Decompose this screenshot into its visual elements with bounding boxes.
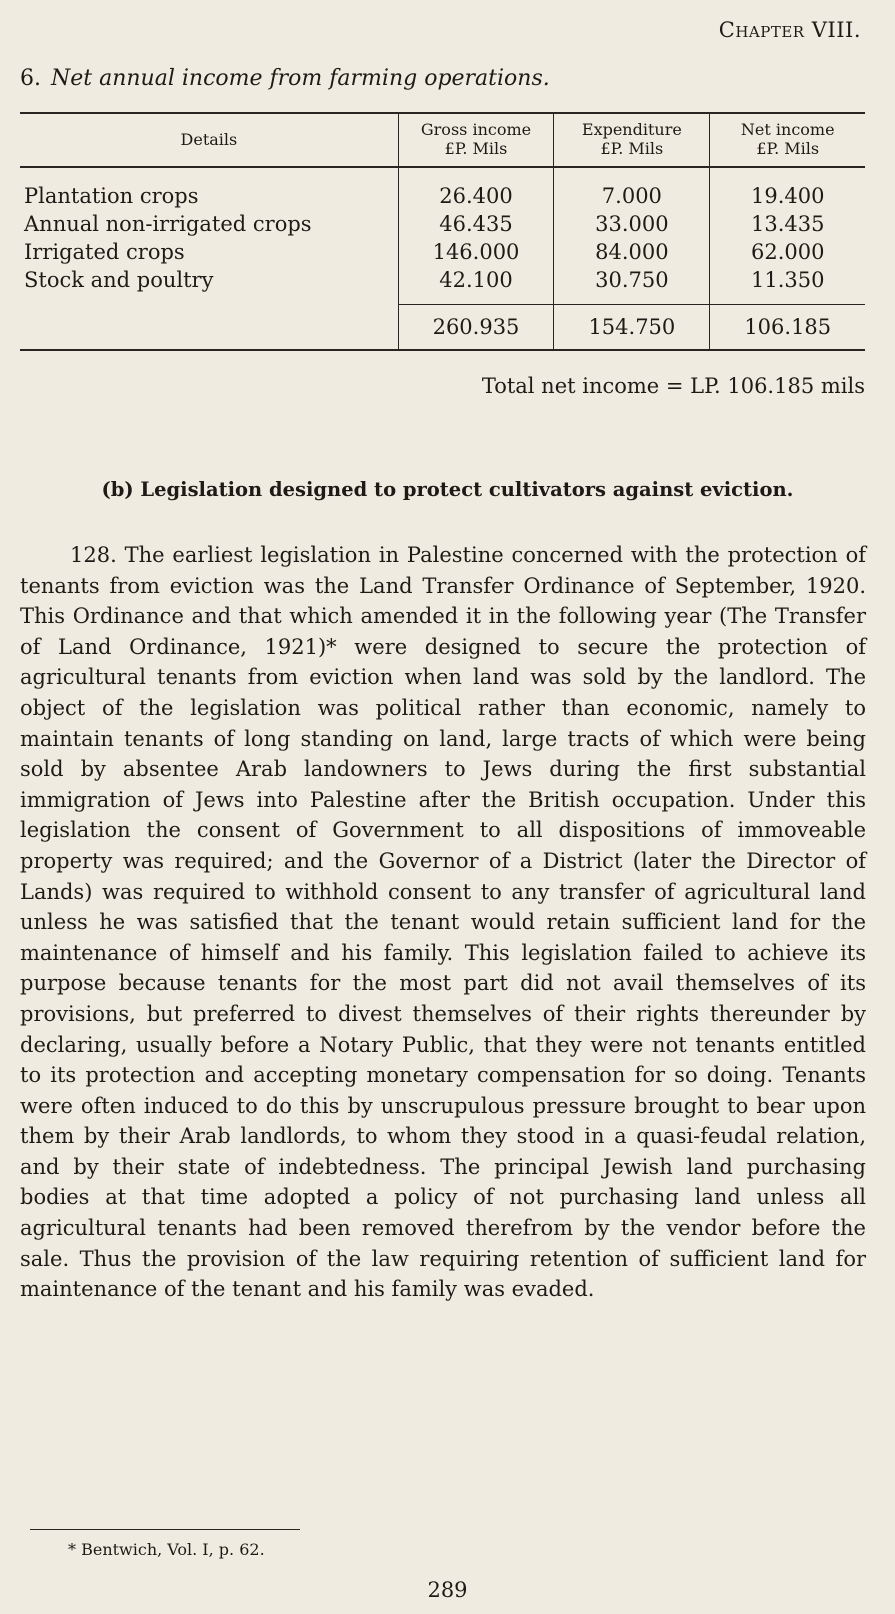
row-expenditure: 7.000 (554, 167, 710, 210)
total-gross: 260.935 (398, 305, 554, 351)
subheading: (b) Legislation designed to protect cultivators against eviction. (101, 478, 794, 501)
row-expenditure: 33.000 (554, 210, 710, 238)
header-gross-income (398, 113, 554, 167)
table-row (20, 266, 865, 294)
row-details: Stock and poultry (24, 268, 214, 292)
row-net: 13.435 (710, 210, 865, 238)
row-net: 19.400 (710, 167, 865, 210)
row-gross: 146.000 (398, 238, 554, 266)
row-gross: 42.100 (398, 266, 554, 294)
header-expenditure (554, 113, 710, 167)
table-row (20, 167, 865, 210)
row-gross: 46.435 (398, 210, 554, 238)
header-net-income (710, 113, 865, 167)
row-net: 62.000 (710, 238, 865, 266)
row-details: Plantation crops (24, 184, 199, 208)
page-number: 289 (427, 1578, 468, 1602)
total-expenditure: 154.750 (554, 305, 710, 351)
footnote: * Bentwich, Vol. I, p. 62. (68, 1540, 265, 1559)
table-spacer-row (20, 294, 865, 305)
chapter-header: Chapter VIII. (718, 18, 861, 42)
header-details: Details (20, 113, 398, 167)
row-net: 11.350 (710, 266, 865, 294)
footnote-divider (30, 1529, 300, 1530)
section-number: 6. (20, 66, 41, 91)
header-gross-label: Gross income (420, 120, 532, 139)
section-title: Net annual income from farming operations. (51, 66, 550, 91)
total-blank-cell (20, 305, 398, 351)
row-expenditure: 30.750 (554, 266, 710, 294)
income-table (20, 112, 865, 351)
table-row (20, 210, 865, 238)
header-gross-unit: £P. Mils (444, 139, 508, 158)
table-total-row (20, 305, 865, 351)
header-expenditure-unit: £P. Mils (600, 139, 664, 158)
row-details: Annual non-irrigated crops (24, 212, 312, 236)
header-net-label: Net income (740, 120, 835, 139)
table-header-row (20, 113, 865, 167)
total-net: 106.185 (710, 305, 865, 351)
total-net-income: Total net income = LP. 106.185 mils (481, 374, 865, 398)
header-net-unit: £P. Mils (756, 139, 820, 158)
header-expenditure-label: Expenditure (581, 120, 682, 139)
section-heading (20, 66, 550, 91)
row-gross: 26.400 (398, 167, 554, 210)
table-row (20, 238, 865, 266)
row-expenditure: 84.000 (554, 238, 710, 266)
row-details: Irrigated crops (24, 240, 185, 264)
paragraph-128: 128. The earliest legislation in Palestine concerned with the protection of tenants from eviction was the Land Transfer Ordinance of September, 1920. This Ordinance and that which amended it in the following year (The Transfer of Land Ordinance, 1921)* were designed to secure the protection of agricultural tenants from eviction when land was sold by the landlord. The object of the legislation was political rather than economic, namely to maintain tenants of long standing on land, large tracts of which were being sold by absentee Arab landowners to Jews during the first substantial immigration of Jews into Palestine after the British occupation. Under this legislation the consent of Government to all dispositions of immoveable property was required; and the Governor of a District (later the Director of Lands) was required to withhold consent to any transfer of agricultural land unless he was satisfied that the tenant would retain sufficient land for the maintenance of himself and his family. This legislation failed to achieve its purpose because tenants for the most part did not avail themselves of its provisions, but preferred to divest themselves of their rights thereunder by declaring, usually before a Notary Public, that they were not tenants entitled to its protection and accepting monetary compensation for so doing. Tenants were often induced to do this by unscrupulous pressure brought to bear upon them by their Arab landlords, to whom they stood in a quasi-feudal relation, and by their state of indebtedness. The principal Jewish land purchasing bodies at that time adopted a policy of not purchasing land unless all agricultural tenants had been removed therefrom by the vendor before the sale. Thus the provision of the law requiring retention of sufficient land for maintenance of the tenant and his family was evaded. (20, 543, 866, 1302)
